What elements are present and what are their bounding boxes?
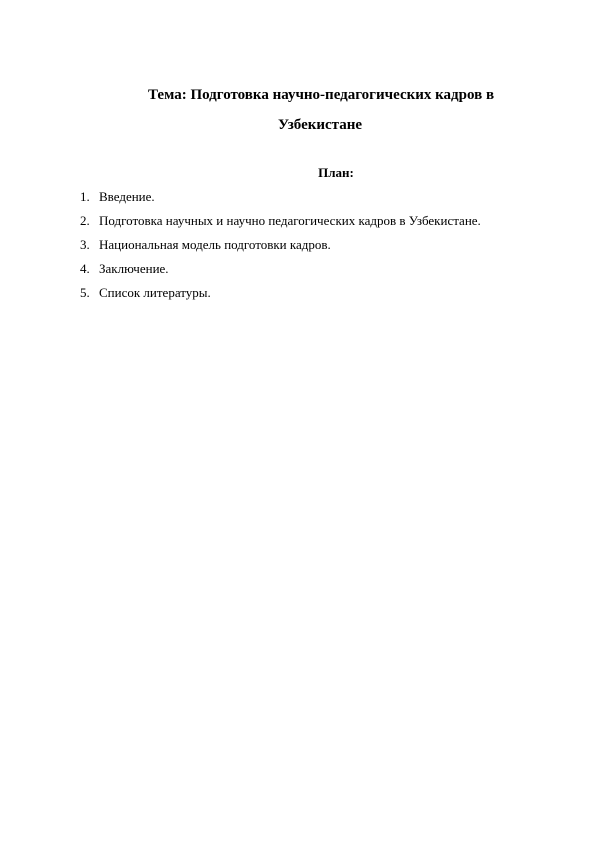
plan-item xyxy=(80,285,570,309)
document-title-line-1: Тема: Подготовка научно-педагогических кадров в xyxy=(148,87,495,103)
plan-item-number: 2. xyxy=(80,213,90,228)
plan-item-text: Подготовка научных и научно педагогических кадров в Узбекистане. xyxy=(99,213,481,228)
plan-item-number: 4. xyxy=(80,261,90,276)
plan-item-number: 3. xyxy=(80,237,90,252)
plan-item xyxy=(80,261,570,285)
plan-item-text: Список литературы. xyxy=(99,285,211,300)
plan-list xyxy=(80,189,570,309)
plan-item-text: Введение. xyxy=(99,189,155,204)
plan-item-number: 5. xyxy=(80,285,90,300)
plan-item-number: 1. xyxy=(80,189,90,204)
document-title-line-2: Узбекистане xyxy=(277,117,363,133)
plan-heading: План: xyxy=(318,165,354,180)
plan-item xyxy=(80,189,570,213)
plan-item-text: Заключение. xyxy=(99,261,169,276)
plan-item-text: Национальная модель подготовки кадров. xyxy=(99,237,331,252)
plan-item xyxy=(80,237,570,261)
plan-item xyxy=(80,213,570,237)
